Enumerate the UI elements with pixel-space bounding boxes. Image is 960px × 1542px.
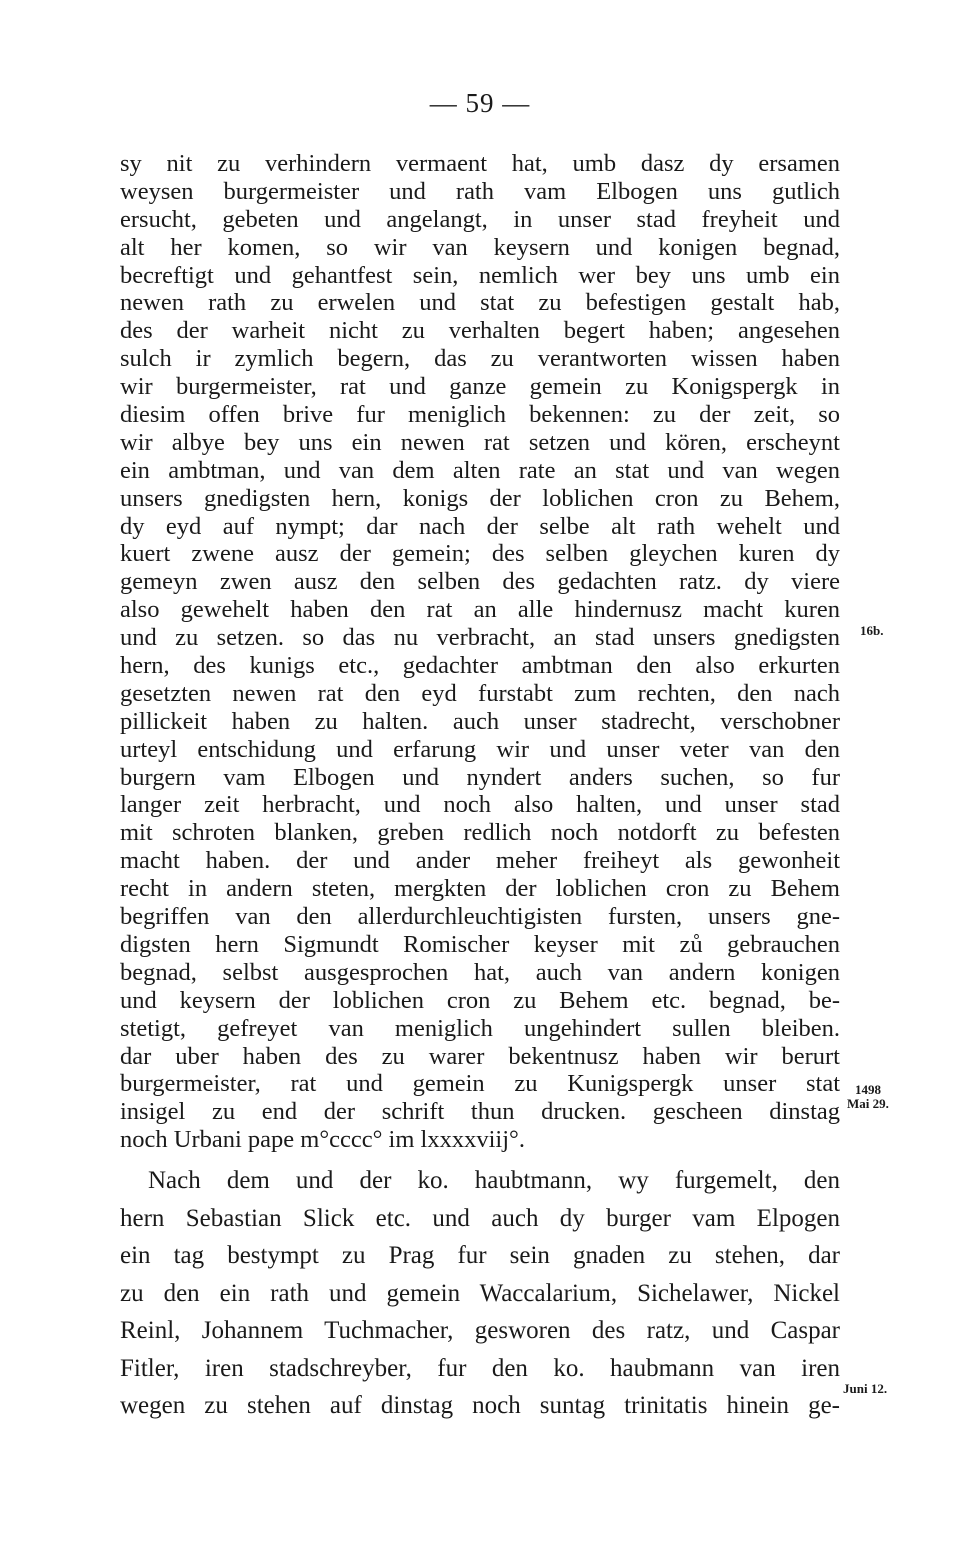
text-line: dar uber haben des zu warer bekentnusz haben wir berurt (120, 1042, 840, 1070)
page-number: — 59 — (429, 88, 531, 118)
text-line: mit schroten blanken, greben redlich noch notdorft zu befesten (120, 819, 840, 847)
text-line: gemeyn zwen ausz den selben des gedachten ratz. dy viere (120, 568, 840, 596)
text-line: alt her komen, so wir van keysern und konigen begnad, (120, 233, 840, 261)
text-line: wir burgermeister, rat und ganze gemein zu Konigspergk in (120, 373, 840, 401)
margin-note: 16b. (860, 623, 884, 638)
text-line: gesetzten newen rat den eyd furstabt zum rechten, den nach (120, 679, 840, 707)
margin-note-year: 1498 (854, 1082, 881, 1097)
text-line: diesim offen brive fur meniglich bekennen: zu der zeit, so (120, 401, 840, 429)
text-line: also gewehelt haben den rat an alle hindernusz macht kuren (120, 596, 840, 624)
text-line: urteyl entschidung und erfarung wir und unser veter van den (120, 735, 840, 763)
margin-note-day: Mai 29. (847, 1096, 889, 1111)
text-line: pillickeit haben zu halten. auch unser stadrecht, verschobner (120, 707, 840, 735)
margin-note: Juni 12. (843, 1381, 888, 1396)
text-line: sy nit zu verhindern vermaent hat, umb dasz dy ersamen (120, 150, 840, 177)
text-line: unsers gnedigsten hern, konigs der loblichen cron zu Behem, (120, 484, 840, 512)
text-line: langer zeit herbracht, und noch also halten, und unser stad (120, 791, 840, 819)
text-line: wir albye bey uns ein newen rat setzen und kören, erscheynt (120, 428, 840, 456)
text-line: und keysern der loblichen cron zu Behem etc. begnad, be- (120, 986, 840, 1014)
text-line: zu den ein rath und gemein Waccalarium, Sichelawer, Nickel (120, 1279, 840, 1307)
text-line: des der warheit nicht zu verhalten begert haben; angesehen (120, 317, 840, 345)
text-line: und zu setzen. so das nu verbracht, an stad unsers gnedigsten (120, 624, 840, 652)
text-line: Nach dem und der ko. haubtmann, wy furgemelt, den (148, 1167, 840, 1194)
paragraph-2 (120, 1162, 840, 1425)
text-line: ein ambtman, und van dem alten rate an stat und van wegen (120, 456, 840, 484)
paragraph-1 (120, 150, 840, 1154)
text-line: begnad, selbst ausgesprochen hat, auch van andern konigen (120, 958, 840, 986)
text-line: digsten hern Sigmundt Romischer keyser mit zů gebrauchen (120, 930, 840, 958)
text-line: Fitler, iren stadschreyber, fur den ko. haubmann van iren (120, 1354, 840, 1382)
text-line: burgermeister, rat und gemein zu Kunigspergk unser stat (120, 1070, 840, 1098)
text-line: recht in andern steten, mergkten der loblichen cron zu Behem (120, 875, 840, 903)
text-line: wegen zu stehen auf dinstag noch suntag trinitatis hinein ge- (120, 1392, 840, 1419)
text-line: becreftigt und gehantfest sein, nemlich wer bey uns umb ein (120, 261, 840, 289)
margin-note-date (847, 1083, 889, 1111)
text-line: hern Sebastian Slick etc. und auch dy burger vam Elpogen (120, 1204, 840, 1232)
text-line: stetigt, gefreyet van meniglich ungehindert sullen bleiben. (120, 1014, 840, 1042)
text-line: weysen burgermeister und rath vam Elbogen uns gutlich (120, 177, 840, 205)
text-line: Reinl, Johannem Tuchmacher, gesworen des ratz, und Caspar (120, 1317, 840, 1344)
text-line: newen rath zu erwelen und stat zu befestigen gestalt hab, (120, 289, 840, 317)
text-line: sulch ir zymlich begern, das zu verantworten wissen haben (120, 345, 840, 373)
text-line: burgern vam Elbogen und nyndert anders suchen, so fur (120, 763, 840, 791)
text-line: macht haben. der und ander meher freiheyt als gewonheit (120, 847, 840, 875)
text-line: dy eyd auf nympt; dar nach der selbe alt rath wehelt und (120, 512, 840, 540)
text-line: kuert zwene ausz der gemein; des selben gleychen kuren dy (120, 540, 840, 568)
text-line: noch Urbani pape m°cccc° im lxxxxviij°. (120, 1126, 525, 1154)
text-line: begriffen van den allerdurchleuchtigisten fursten, unsers gne- (120, 903, 840, 931)
text-line: hern, des kunigs etc., gedachter ambtman den also erkurten (120, 652, 840, 680)
text-line: insigel zu end der schrift thun drucken. gescheen dinstag (120, 1098, 840, 1126)
text-line: ein tag bestympt zu Prag fur sein gnaden zu stehen, dar (120, 1242, 840, 1269)
text-line: ersucht, gebeten und angelangt, in unser stad freyheit und (120, 205, 840, 233)
